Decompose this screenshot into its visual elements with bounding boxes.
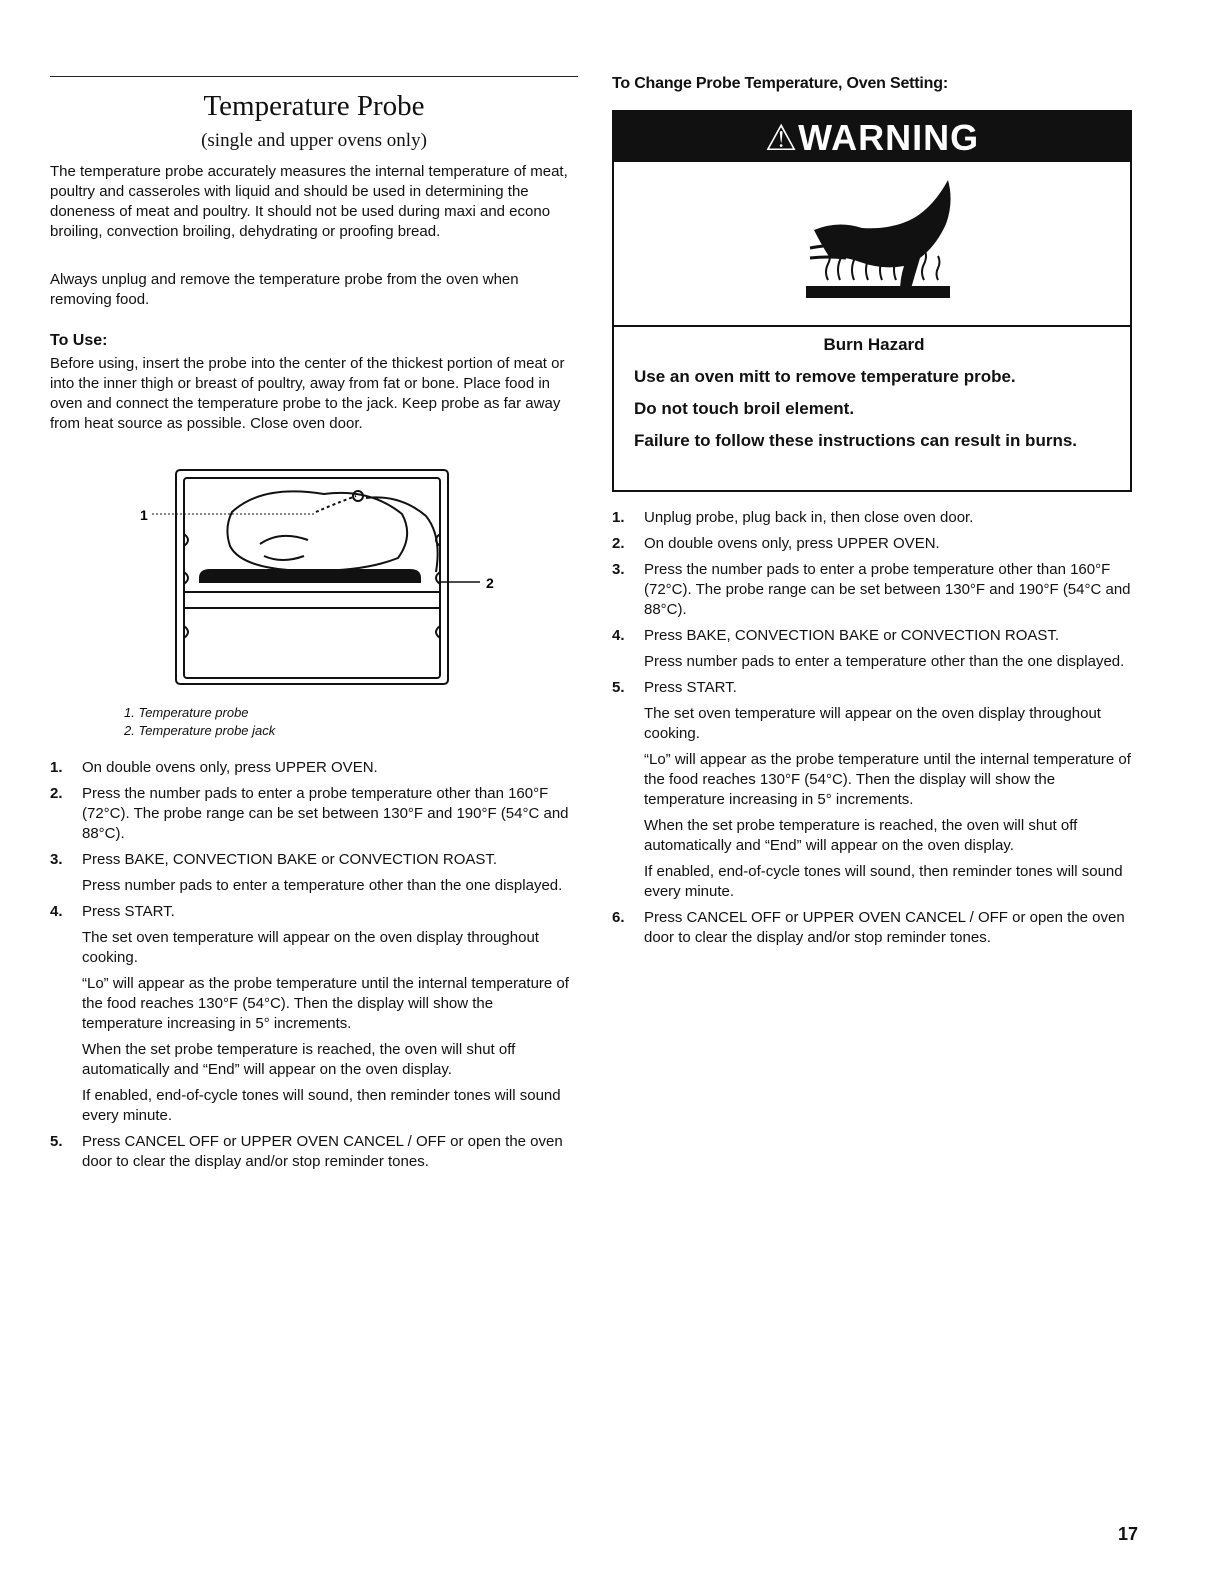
step-item [612, 534, 1136, 554]
step-detail: Press number pads to enter a temperature other than the one displayed. [82, 877, 563, 894]
top-rule [50, 76, 578, 77]
step-detail: “Lo” will appear as the probe temperature until the internal temperature of the food reaches 130°F (54°C). Then the display will show the temperature increasing in 5° increments. [644, 751, 1131, 808]
step-number: 2. [612, 535, 625, 552]
step-item [50, 784, 578, 844]
figure-caption-2: 2. Temperature probe jack [124, 723, 276, 738]
step-detail: If enabled, end-of-cycle tones will sound, then reminder tones will sound every minute. [644, 863, 1123, 900]
hand-heat-icon [614, 162, 1130, 322]
step-detail: Press number pads to enter a temperature other than the one displayed. [644, 653, 1125, 670]
step-item [612, 626, 1136, 672]
step-item [50, 902, 578, 1126]
callout-1-label: 1 [140, 507, 148, 523]
intro-paragraph-1: The temperature probe accurately measures the internal temperature of meat, poultry and casseroles with liquid and should be used in determining the doneness of meat and poultry. It should not be used during maxi and econo broiling, convection broiling, dehydrating or proofing bread. [50, 163, 568, 240]
step-item [50, 1132, 578, 1172]
warning-text [634, 334, 1114, 452]
step-text: Press CANCEL OFF or UPPER OVEN CANCEL / OFF or open the oven door to clear the display and/or stop reminder tones. [82, 1133, 563, 1170]
probe-cable [316, 496, 356, 512]
temperature-probe [353, 491, 363, 501]
warning-box [612, 110, 1132, 492]
step-detail: When the set probe temperature is reached, the oven will shut off automatically and “End” will appear on the oven display. [82, 1041, 516, 1078]
step-number: 1. [612, 509, 625, 526]
step-text: Press BAKE, CONVECTION BAKE or CONVECTION ROAST. [82, 851, 498, 868]
figure-caption-1: 1. Temperature probe [124, 705, 249, 720]
left-steps-list [50, 758, 578, 1172]
step-text: On double ovens only, press UPPER OVEN. [644, 535, 940, 552]
warning-line-3: Failure to follow these instructions can result in burns. [634, 431, 1078, 450]
right-steps-list [612, 508, 1136, 948]
to-use-paragraph: Before using, insert the probe into the center of the thickest portion of meat or into the inner thigh or breast of poultry, away from fat or bone. Place food in oven and connect the temperature probe to the jack. Keep probe as far away from heat source as possible. Close oven door. [50, 355, 565, 432]
burn-hazard-illustration [614, 162, 1130, 327]
step-text: Press BAKE, CONVECTION BAKE or CONVECTION ROAST. [644, 627, 1060, 644]
step-detail: “Lo” will appear as the probe temperature until the internal temperature of the food reaches 130°F (54°C). Then the display will show the temperature increasing in 5° increments. [82, 975, 569, 1032]
step-text: Press the number pads to enter a probe temperature other than 160°F (72°C). The probe range can be set between 130°F and 190°F (54°C and 88°C). [644, 561, 1131, 618]
step-text: Press the number pads to enter a probe temperature other than 160°F (72°C). The probe range can be set between 130°F and 190°F (54°C and 88°C). [82, 785, 569, 842]
turkey-outline [227, 491, 407, 570]
oven-probe-figure [140, 464, 560, 694]
step-text: Press START. [82, 903, 175, 920]
change-probe-heading: To Change Probe Temperature, Oven Setting: [612, 75, 948, 92]
intro-paragraph-2: Always unplug and remove the temperature probe from the oven when removing food. [50, 271, 519, 308]
roasting-pan [200, 570, 420, 582]
step-number: 3. [612, 561, 625, 578]
step-item [50, 850, 578, 896]
hazard-title: Burn Hazard [823, 335, 925, 354]
turkey-details [260, 536, 308, 560]
step-detail: The set oven temperature will appear on the oven display throughout cooking. [644, 705, 1101, 742]
step-item [612, 678, 1136, 902]
step-number: 5. [50, 1133, 63, 1150]
step-number: 1. [50, 759, 63, 776]
probe-lead [366, 497, 438, 572]
step-detail: If enabled, end-of-cycle tones will sound, then reminder tones will sound every minute. [82, 1087, 561, 1124]
step-item [612, 908, 1136, 948]
oven-diagram [140, 464, 560, 694]
step-detail: The set oven temperature will appear on the oven display throughout cooking. [82, 929, 539, 966]
step-item [50, 758, 578, 778]
step-number: 2. [50, 785, 63, 802]
to-use-heading: To Use: [50, 332, 108, 349]
step-number: 6. [612, 909, 625, 926]
step-detail: When the set probe temperature is reached, the oven will shut off automatically and “End” will appear on the oven display. [644, 817, 1078, 854]
warning-line-2: Do not touch broil element. [634, 399, 855, 418]
step-text: On double ovens only, press UPPER OVEN. [82, 759, 378, 776]
callout-2-label: 2 [486, 575, 494, 591]
page-number: 17 [1117, 1524, 1138, 1544]
step-text: Press START. [644, 679, 737, 696]
step-number: 5. [612, 679, 625, 696]
step-text: Unplug probe, plug back in, then close oven door. [644, 509, 974, 526]
broil-element [806, 286, 950, 298]
step-number: 4. [612, 627, 625, 644]
step-text: Press CANCEL OFF or UPPER OVEN CANCEL / OFF or open the oven door to clear the display and/or stop reminder tones. [644, 909, 1125, 946]
warning-line-1: Use an oven mitt to remove temperature probe. [634, 367, 1016, 386]
section-subtitle: (single and upper ovens only) [201, 130, 427, 151]
section-title: Temperature Probe [203, 90, 425, 122]
warning-label: WARNING [798, 117, 980, 158]
step-number: 3. [50, 851, 63, 868]
step-item [612, 560, 1136, 620]
warning-header [614, 112, 1130, 162]
step-item [612, 508, 1136, 528]
warning-triangle-icon: ⚠ [764, 117, 799, 158]
step-number: 4. [50, 903, 63, 920]
